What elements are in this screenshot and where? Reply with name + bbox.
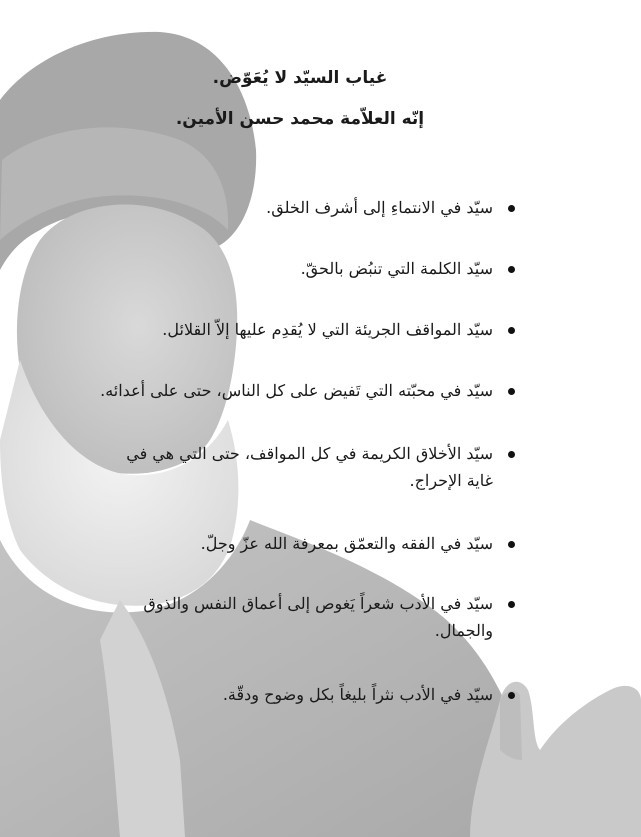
heading-block (60, 66, 530, 131)
heading-line-1: غياب السيّد لا يُعَوّض. (212, 68, 388, 88)
list-item-text: سيّد الأخلاق الكريمة في كل المواقف، حتى التي هي في غاية الإحراج. (126, 444, 493, 490)
list-item-text: سيّد في محبّته التي تَفيض على كل الناس، حتى على أعدائه. (100, 381, 493, 400)
bullet-dot-icon (508, 388, 515, 395)
list-item-text: سيّد في الفقه والتعمّق بمعرفة الله عزّ وجلّ. (200, 534, 493, 553)
bullet-dot-icon (508, 327, 515, 334)
list-item-text: سيّد المواقف الجريئة التي لا يُقدِم عليها إلاّ القلائل. (162, 320, 493, 339)
list-item (98, 590, 493, 644)
bullet-list (98, 194, 493, 708)
bullet-dot-icon (508, 692, 515, 699)
bullet-dot-icon (508, 451, 515, 458)
list-item-text: سيّد في الأدب شعراً يَغوص إلى أعماق النفس والذوق والجمال. (143, 594, 493, 640)
list-item-text: سيّد الكلمة التي تنبُض بالحقّ. (300, 259, 493, 278)
list-item (98, 255, 493, 282)
bullet-dot-icon (508, 601, 515, 608)
list-item (98, 681, 493, 708)
bullet-dot-icon (508, 266, 515, 273)
list-item (98, 530, 493, 557)
list-item (98, 316, 493, 343)
list-item-text: سيّد في الانتماءِ إلى أشرف الخلق. (266, 198, 493, 217)
list-item (98, 377, 493, 404)
heading-line-2: إنّه العلاّمة محمد حسن الأمين. (175, 109, 425, 129)
list-item-text: سيّد في الأدب نثراً بليغاً بكل وضوح ودقّة. (222, 685, 493, 704)
bullet-dot-icon (508, 541, 515, 548)
list-item (98, 194, 493, 221)
list-item (98, 440, 493, 494)
bullet-dot-icon (508, 205, 515, 212)
